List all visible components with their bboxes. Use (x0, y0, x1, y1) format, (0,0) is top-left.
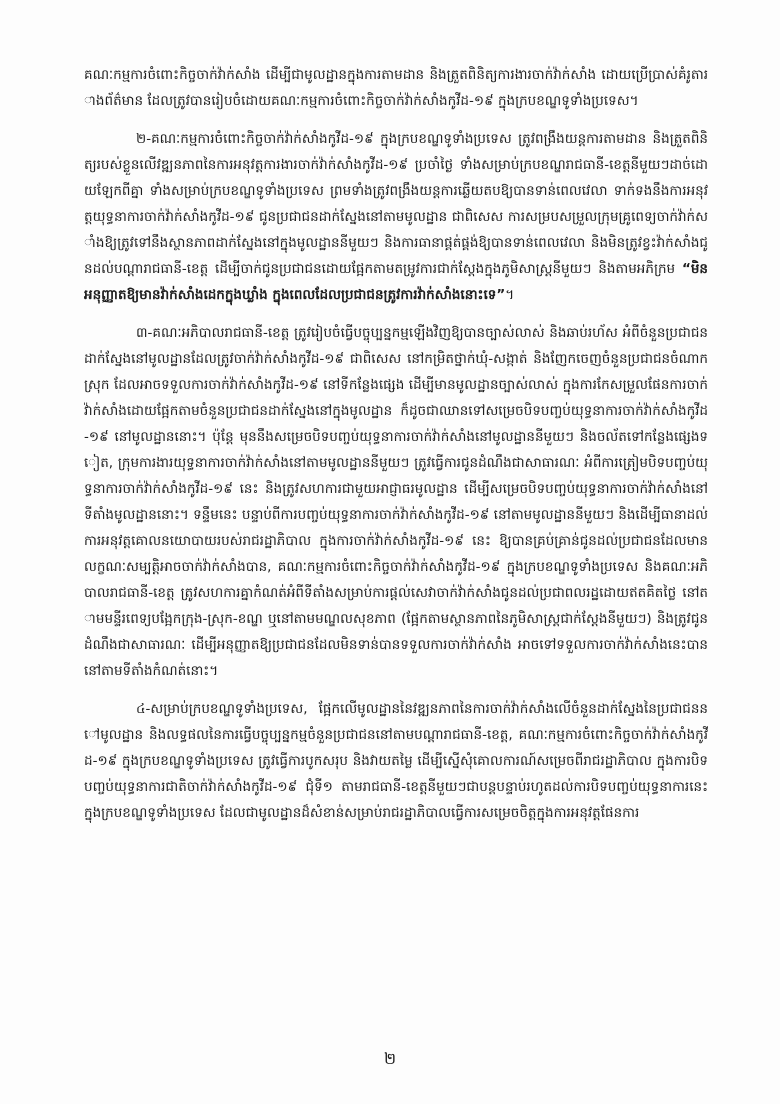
page-number: ២ (383, 1049, 397, 1068)
paragraph-item-2-tail: ។ (505, 287, 515, 303)
paragraph-item-2-text: ២-គណៈកម្មការចំពោះកិច្ចចាក់វ៉ាក់សាំងកូវីដ-១៩ ក្នុងក្របខណ្ឌទូទាំងប្រទេស ត្រូវពង្រឹងយន្តការតាមដាន និងត្រួតពិនិត្យរបស់ខ្លួនលើវឌ្ឍនភាពនៃការអនុវត្តការងារចាក់វ៉ាក់សាំងកូវីដ-១៩ ប្រចាំថ្ងៃ ទាំងសម្រាប់ក្របខណ្ឌរាជធានី-ខេត្តនីមួយៗដាច់ដោយឡែកពីគ្នា ទាំងសម្រាប់ក្របខណ្ឌទូទាំងប្រទេស ព្រមទាំងត្រូវពង្រឹងយន្តការឆ្លើយតបឱ្យបានទាន់ពេលវេលា ទាក់ទងនឹងការអនុវត្តយុទ្ធនាការចាក់វ៉ាក់សាំងកូវីដ-១៩ ជូនប្រជាជនដាក់ស្នែងនៅតាមមូលដ្ឋាន ជាពិសេស ការសម្របសម្រួលក្រុមគ្រូពេទ្យចាក់វ៉ាក់សាំងឱ្យត្រូវទៅនឹងស្ថានភាពដាក់ស្នែងនៅក្នុងមូលដ្ឋាននីមួយៗ និងការធានាផ្គត់ផ្គង់ឱ្យបានទាន់ពេលវេលា និងមិនត្រូវខ្វះវ៉ាក់សាំងជូនដល់បណ្តារាជធានី-ខេត្ត ដើម្បីចាក់ជូនប្រជាជនដោយផ្អែកតាមតម្រូវការជាក់ស្ដែងក្នុងភូមិសាស្ត្រនីមួយៗ និងតាមអភិក្រម (84, 131, 708, 277)
emphasis-quote: “មិនអនុញ្ញាតឱ្យមានវ៉ាក់សាំងដេកក្នុងឃ្លាំង ក្នុងពេលដែលប្រជាជនត្រូវការវ៉ាក់សាំងនោះទេ” (84, 261, 708, 303)
paragraph-intro: គណៈកម្មការចំពោះកិច្ចចាក់វ៉ាក់សាំង ដើម្បីជាមូលដ្ឋានក្នុងការតាមដាន និងត្រួតពិនិត្យការងារចាក់វ៉ាក់សាំង ដោយប្រើប្រាស់គំរូតារាងព័ត៌មាន ដែលត្រូវបានរៀបចំដោយគណៈកម្មការចំពោះកិច្ចចាក់វ៉ាក់សាំងកូវីដ-១៩ ក្នុងក្របខណ្ឌទូទាំងប្រទេស។ (84, 67, 708, 109)
paragraph-item-2 (84, 126, 708, 308)
document-body (84, 62, 708, 838)
paragraph-item-4: ៤-សម្រាប់ក្របខណ្ឌទូទាំងប្រទេស, ផ្អែកលើមូលដ្ឋាននៃវឌ្ឍនភាពនៃការចាក់វ៉ាក់សាំងលើចំនួនដាក់ស្នែងនៃប្រជាជននៅមូលដ្ឋាន និងលទ្ធផលនៃការធ្វើបច្ចុប្បន្នកម្មចំនួនប្រជាជននៅតាមបណ្តារាជធានី-ខេត្ត, គណៈកម្មការចំពោះកិច្ចចាក់វ៉ាក់សាំងកូវីដ-១៩ ក្នុងក្របខណ្ឌទូទាំងប្រទេស ត្រូវធ្វើការបូកសរុប និងវាយតម្លៃ ដើម្បីស្នើសុំគោលការណ៍សម្រេចពីរាជរដ្ឋាភិបាល ក្នុងការបិទបញ្ចប់យុទ្ធនាការជាតិចាក់វ៉ាក់សាំងកូវីដ-១៩ ជុំទី១ តាមរាជធានី-ខេត្តនីមួយៗជាបន្តបន្ទាប់រហូតដល់ការបិទបញ្ចប់យុទ្ធនាការនេះក្នុងក្របខណ្ឌទូទាំងប្រទេស ដែលជាមូលដ្ឋានដ៏សំខាន់សម្រាប់រាជរដ្ឋាភិបាលធ្វើការសម្រេចចិត្តក្នុងការអនុវត្តផែនការ (84, 701, 708, 821)
paragraph-item-3: ៣-គណៈអភិបាលរាជធានី-ខេត្ត ត្រូវរៀបចំធ្វើបច្ចុប្បន្នកម្មឡើងវិញឱ្យបានច្បាស់លាស់ និងឆាប់រហ័ស អំពីចំនួនប្រជាជនដាក់ស្នែងនៅមូលដ្ឋានដែលត្រូវចាក់វ៉ាក់សាំងកូវីដ-១៩ ជាពិសេស នៅកម្រិតថ្នាក់ឃុំ-សង្កាត់ និងញែកចេញចំនួនប្រជាជនចំណាកស្រុក ដែលអាចទទួលការចាក់វ៉ាក់សាំងកូវីដ-១៩ នៅទីកន្លែងផ្សេង ដើម្បីមានមូលដ្ឋានច្បាស់លាស់ ក្នុងការកែសម្រួលផែនការចាក់វ៉ាក់សាំងដោយផ្អែកតាមចំនួនប្រជាជនដាក់ស្នែងនៅក្នុងមូលដ្ឋាន ក៏ដូចជាឈានទៅសម្រេចបិទបញ្ចប់យុទ្ធនាការចាក់វ៉ាក់សាំងកូវីដ-១៩ នៅមូលដ្ឋាននោះ។ ប៉ុន្តែ មុននឹងសម្រេចបិទបញ្ចប់យុទ្ធនាការចាក់វ៉ាក់សាំងនៅមូលដ្ឋាននីមួយៗ និងចល័តទៅកន្លែងផ្សេងទៀត, ក្រុមការងារយុទ្ធនាការចាក់វ៉ាក់សាំងនៅតាមមូលដ្ឋាននីមួយៗ ត្រូវធ្វើការជូនដំណឹងជាសាធារណៈ អំពីការត្រៀមបិទបញ្ចប់យុទ្ធនាការចាក់វ៉ាក់សាំងកូវីដ-១៩ នេះ និងត្រូវសហការជាមួយអាជ្ញាធរមូលដ្ឋាន ដើម្បីសម្រេចបិទបញ្ចប់យុទ្ធនាការចាក់វ៉ាក់សាំងនៅទីតាំងមូលដ្ឋាននោះ។ ទន្ទឹមនេះ បន្ទាប់ពីការបញ្ចប់យុទ្ធនាការចាក់វ៉ាក់សាំងកូវីដ-១៩ នៅតាមមូលដ្ឋាននីមួយៗ និងដើម្បីធានាដល់ការអនុវត្តគោលនយោបាយរបស់រាជរដ្ឋាភិបាល ក្នុងការចាក់វ៉ាក់សាំងកូវីដ-១៩ នេះ ឱ្យបានគ្រប់គ្រាន់ជូនដល់ប្រជាជនដែលមានលក្ខណៈសម្បត្តិអាចចាក់វ៉ាក់សាំងបាន, គណៈកម្មការចំពោះកិច្ចចាក់វ៉ាក់សាំងកូវីដ-១៩ ក្នុងក្របខណ្ឌទូទាំងប្រទេស និងគណៈអភិបាលរាជធានី-ខេត្ត ត្រូវសហការគ្នាកំណត់អំពីទីតាំងសម្រាប់ការផ្តល់សេវាចាក់វ៉ាក់សាំងជូនដល់ប្រជាពលរដ្ឋដោយឥតគិតថ្លៃ នៅតាមមន្ទីរពេទ្យបង្អែកក្រុង-ស្រុក-ខណ្ឌ ឬនៅតាមមណ្ឌលសុខភាព (ផ្អែកតាមស្ថានភាពនៃភូមិសាស្ត្រជាក់ស្ដែងនីមួយៗ) និងត្រូវជូនដំណឹងជាសាធារណៈ ដើម្បីអនុញ្ញាតឱ្យប្រជាជនដែលមិនទាន់បានទទួលការចាក់វ៉ាក់សាំង អាចទៅទទួលការចាក់វ៉ាក់សាំងនេះបាននៅតាមទីតាំងកំណត់នោះ។ (84, 325, 708, 679)
